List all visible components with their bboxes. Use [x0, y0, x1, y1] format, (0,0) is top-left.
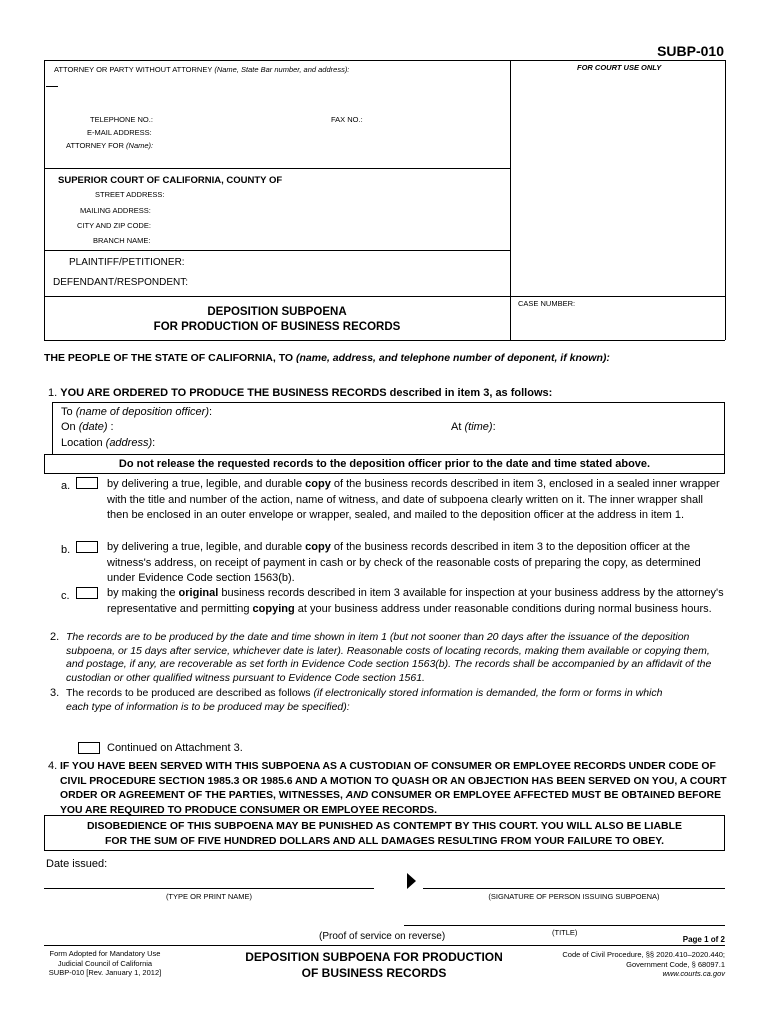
warning-line1: DISOBEDIENCE OF THIS SUBPOENA MAY BE PUNISHED AS CONTEMPT BY THIS COURT. YOU WILL ALSO BE LIABLE: [86, 820, 683, 832]
court-bottom-border: [44, 250, 510, 251]
type-name-label: (TYPE OR PRINT NAME): [165, 892, 253, 901]
attorney-for-italic: (Name):: [126, 141, 154, 150]
date-field[interactable]: On (date) :: [61, 421, 114, 433]
court-title: SUPERIOR COURT OF CALIFORNIA, COUNTY OF: [58, 175, 283, 186]
location-label: Location: [61, 437, 103, 449]
document-title-line2: FOR PRODUCTION OF BUSINESS RECORDS: [153, 321, 401, 333]
option-b-post: of the business records described in item 3 to the deposition officer at the witness's address, on receipt of payment in cash or by check of the reasonable costs of preparing the copy, as determined under Evidence Code section 1563(b).: [107, 541, 701, 584]
option-c-checkbox[interactable]: [76, 587, 98, 599]
adopted-line3: SUBP-010 [Rev. January 1, 2012]: [48, 968, 162, 977]
time-field[interactable]: At (time):: [451, 421, 496, 433]
attorney-mark: [46, 86, 58, 87]
city-zip-label: CITY AND ZIP CODE:: [77, 221, 151, 230]
contempt-warning: [44, 815, 725, 851]
item2-number: 2.: [50, 631, 60, 643]
branch-name-label: BRANCH NAME:: [93, 236, 151, 245]
to-italic: (name of deposition officer): [75, 406, 209, 418]
adopted-line1: Form Adopted for Mandatory Use: [49, 949, 161, 958]
type-name-line[interactable]: [44, 888, 374, 889]
option-a-text: [107, 477, 725, 524]
item4-and: AND: [345, 790, 369, 801]
option-a-pre: by delivering a true, legible, and durable: [107, 478, 303, 490]
on-italic: (date): [78, 421, 108, 433]
header-left-border: [44, 60, 45, 340]
title-line[interactable]: [404, 925, 725, 926]
option-b-text: [107, 540, 725, 587]
attorney-for-text: ATTORNEY FOR: [66, 141, 124, 150]
attorney-header: [54, 65, 349, 74]
email-label: E-MAIL ADDRESS:: [87, 128, 152, 137]
signature-arrow-icon: [407, 873, 416, 889]
item4-post: CONSUMER OR EMPLOYEE AFFECTED MUST BE OBTAINED BEFORE YOU ARE REQUIRED TO PRODUCE CONSUMER OR EMPLOYEE RECORDS.: [60, 790, 722, 816]
option-c-bold2: copying: [252, 602, 295, 615]
header-top-border: [44, 60, 725, 61]
attorney-header-italic: (Name, State Bar number, and address):: [214, 65, 350, 74]
location-italic: (address): [105, 437, 153, 449]
item1-text: YOU ARE ORDERED TO PRODUCE THE BUSINESS RECORDS described in item 3, as follows:: [60, 387, 553, 399]
option-a-bold: copy: [305, 478, 331, 490]
footer-title-line1: DEPOSITION SUBPOENA FOR PRODUCTION: [245, 950, 503, 964]
option-c-pre: by making the: [107, 587, 176, 599]
item2-text: The records are to be produced by the date and time shown in item 1 (but not sooner than 20 days after the issuance of the deposition subpoena, or 15 days after service, whichever date is later). Reasonable costs of locating records, making them available or copying them, and postage, if any, are recoverable as set forth in Evidence Code section 1563(b). The records shall be accompanied by an affidavit of the custodian or other qualified witness pursuant to Evidence Code section 1561.: [66, 631, 712, 684]
attorney-for-label: [66, 141, 153, 150]
attachment-3-checkbox[interactable]: [78, 742, 100, 754]
header-right-border: [725, 60, 726, 340]
at-italic: (time): [464, 421, 493, 433]
item4-text: [60, 760, 728, 818]
item4-number: 4.: [48, 760, 58, 772]
people-italic: (name, address, and telephone number of deponent, if known):: [296, 352, 610, 364]
header-bottom-border: [44, 340, 725, 341]
item3-text: [66, 687, 666, 714]
telephone-label: TELEPHONE NO.:: [90, 115, 153, 124]
title-label: (TITLE): [552, 928, 578, 937]
option-b-pre: by delivering a true, legible, and durable: [107, 541, 303, 553]
page-number: Page 1 of 2: [682, 935, 725, 944]
on-label: On: [61, 421, 76, 433]
option-c-mid: business records described in item 3 available for inspection at your business address by the attorney's representative and permitting: [107, 587, 724, 615]
option-a-label: a.: [61, 480, 71, 492]
code-line1: Code of Civil Procedure, §§ 2020.410–2020.440;: [562, 950, 725, 959]
option-a-post: of the business records described in item 3, enclosed in a sealed inner wrapper with the title and number of the action, name of witness, and date of subpoena clearly written on it. The inner wrapper shall then be enclosed in an outer envelope or wrapper, sealed, and mailed to the deposition officer at the address in item 1.: [107, 478, 720, 521]
signature-line[interactable]: [423, 888, 725, 889]
plaintiff-label: PLAINTIFF/PETITIONER:: [69, 257, 185, 268]
attorney-bottom-border: [44, 168, 510, 169]
document-title-line1: DEPOSITION SUBPOENA: [207, 306, 347, 318]
to-label: To: [61, 406, 73, 418]
item3-text-main: The records to be produced are described as follows: [66, 687, 311, 699]
option-c-bold: original: [178, 587, 219, 599]
form-adopted: [40, 949, 170, 978]
people-line: [44, 352, 610, 364]
option-a-checkbox[interactable]: [76, 477, 98, 489]
form-id: SUBP-010: [657, 43, 724, 59]
case-number-label: CASE NUMBER:: [518, 299, 576, 308]
warning-line2: FOR THE SUM OF FIVE HUNDRED DOLLARS AND ALL DAMAGES RESULTING FROM YOUR FAILURE TO OBEY.: [104, 835, 665, 847]
defendant-label: DEFENDANT/RESPONDENT:: [53, 277, 189, 288]
mailing-address-label: MAILING ADDRESS:: [80, 206, 151, 215]
at-label: At: [451, 421, 462, 433]
option-b-checkbox[interactable]: [76, 541, 98, 553]
document-title: [44, 305, 510, 335]
option-c-post: at your business address under reasonable conditions during normal business hours.: [297, 602, 712, 615]
courts-website-link[interactable]: www.courts.ca.gov: [662, 969, 725, 978]
footer-title: [214, 950, 534, 981]
item1-heading: [48, 387, 552, 399]
footer-title-line2: OF BUSINESS RECORDS: [301, 965, 447, 980]
item4-pre: IF YOU HAVE BEEN SERVED WITH THIS SUBPOENA AS A CUSTODIAN OF CONSUMER OR EMPLOYEE RECORDS UNDER CODE OF CIVIL PROCEDURE SECTION 1985.3 OR 1985.6 AND A MOTION TO QUASH OR AN OBJECTION HAS BEEN SERVED ON YOU, A COURT ORDER OR AGREEMENT OF THE PARTIES, WITNESSES,: [60, 761, 727, 801]
people-main: THE PEOPLE OF THE STATE OF CALIFORNIA, TO: [44, 352, 294, 364]
continued-label: Continued on Attachment 3.: [107, 742, 243, 754]
attorney-header-label: ATTORNEY OR PARTY WITHOUT ATTORNEY: [54, 65, 213, 74]
proof-of-service-label: (Proof of service on reverse): [319, 931, 446, 942]
item1-number: 1.: [48, 387, 58, 399]
adopted-line2: Judicial Council of California: [57, 958, 153, 968]
signature-label: (SIGNATURE OF PERSON ISSUING SUBPOENA): [488, 892, 660, 901]
option-c-label: c.: [61, 590, 70, 602]
item3-text-italic: (if electronically stored information is demanded, the form or forms in which each type of information is to be produced may be specified):: [66, 687, 663, 713]
footer-rule: [44, 945, 725, 946]
option-b-bold: copy: [305, 541, 331, 553]
fax-label: FAX NO.:: [331, 115, 363, 124]
code-line2: Government Code, § 68097.1: [626, 959, 725, 969]
release-notice: Do not release the requested records to the deposition officer prior to the date and time stated above.: [44, 454, 725, 474]
court-use-divider: [510, 60, 511, 340]
date-issued-label: Date issued:: [46, 858, 108, 870]
deposition-officer-field[interactable]: To (name of deposition officer):: [61, 406, 213, 418]
option-c-text: [107, 586, 725, 617]
parties-bottom-border: [44, 296, 725, 297]
court-use-label: FOR COURT USE ONLY: [577, 63, 662, 72]
item3-number: 3.: [50, 687, 60, 699]
option-b-label: b.: [61, 544, 71, 556]
code-citation: [562, 950, 725, 979]
location-field[interactable]: Location (address):: [61, 437, 156, 449]
street-address-label: STREET ADDRESS:: [95, 190, 165, 199]
